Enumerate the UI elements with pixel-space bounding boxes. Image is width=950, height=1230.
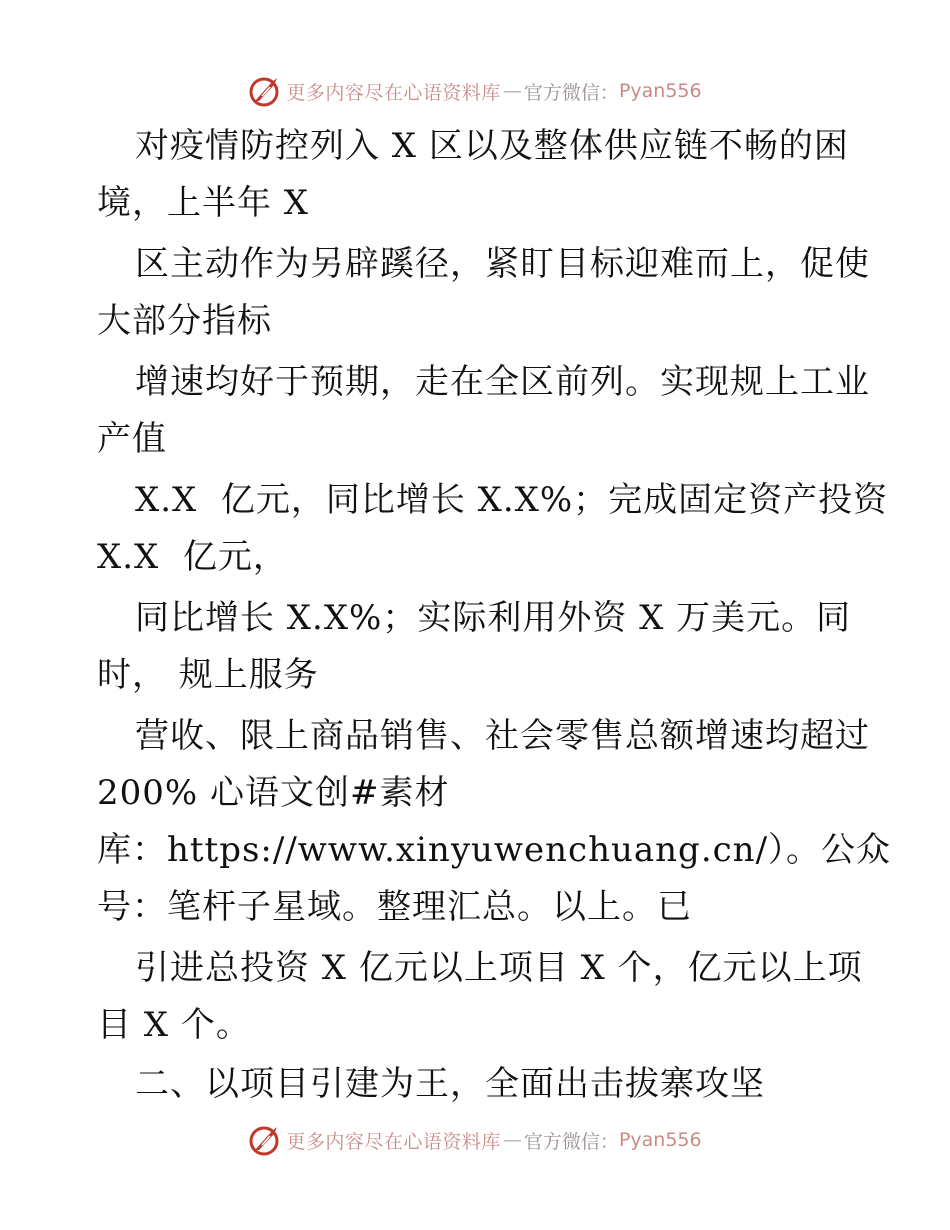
section-heading: 二、以项目引建为王，全面出击拔寨攻坚 bbox=[135, 1064, 765, 1104]
body-line: 目 X 个。 bbox=[97, 1005, 251, 1045]
body-line: 时， 规上服务 bbox=[97, 655, 319, 695]
body-line: X.X 亿元， bbox=[97, 537, 288, 577]
footer-watermark bbox=[0, 1120, 950, 1160]
body-line: 号：笔杆子星域。整理汇总。以上。已 bbox=[97, 887, 692, 927]
body-line: 大部分指标 bbox=[97, 301, 272, 341]
feather-pen-logo-icon bbox=[248, 1123, 282, 1157]
body-line: 引进总投资 X 亿元以上项目 X 个，亿元以上项 bbox=[135, 948, 863, 988]
body-line: 营收、限上商品销售、社会零售总额增速均超过 bbox=[135, 716, 870, 756]
watermark-separator: — bbox=[502, 80, 522, 102]
watermark-wechat-label: 官方微信： bbox=[523, 81, 619, 104]
feather-pen-logo-icon bbox=[248, 74, 282, 108]
watermark-brand-text: 更多内容尽在心语资料库 bbox=[286, 1130, 501, 1153]
watermark-wechat-id: Pyan556 bbox=[618, 80, 702, 102]
body-line: 对疫情防控列入 X 区以及整体供应链不畅的困 bbox=[135, 126, 849, 166]
header-watermark bbox=[0, 71, 950, 111]
body-line: 200% 心语文创#素材 bbox=[97, 773, 450, 813]
body-line: 同比增长 X.X%；实际利用外资 X 万美元。同 bbox=[135, 598, 852, 638]
watermark-brand-text: 更多内容尽在心语资料库 bbox=[286, 81, 501, 104]
body-line: 增速均好于预期，走在全区前列。实现规上工业 bbox=[135, 362, 870, 402]
watermark-wechat-label: 官方微信： bbox=[523, 1130, 619, 1153]
watermark-wechat-id: Pyan556 bbox=[618, 1129, 702, 1151]
body-line: 区主动作为另辟蹊径，紧盯目标迎难而上，促使 bbox=[135, 244, 870, 284]
watermark-separator: — bbox=[502, 1129, 522, 1151]
body-line: 库：https://www.xinyuwenchuang.cn/）。公众 bbox=[97, 830, 892, 870]
body-line: X.X 亿元，同比增长 X.X%；完成固定资产投资 bbox=[135, 480, 889, 520]
body-line: 境，上半年 X bbox=[97, 183, 310, 223]
body-line: 产值 bbox=[97, 419, 167, 459]
